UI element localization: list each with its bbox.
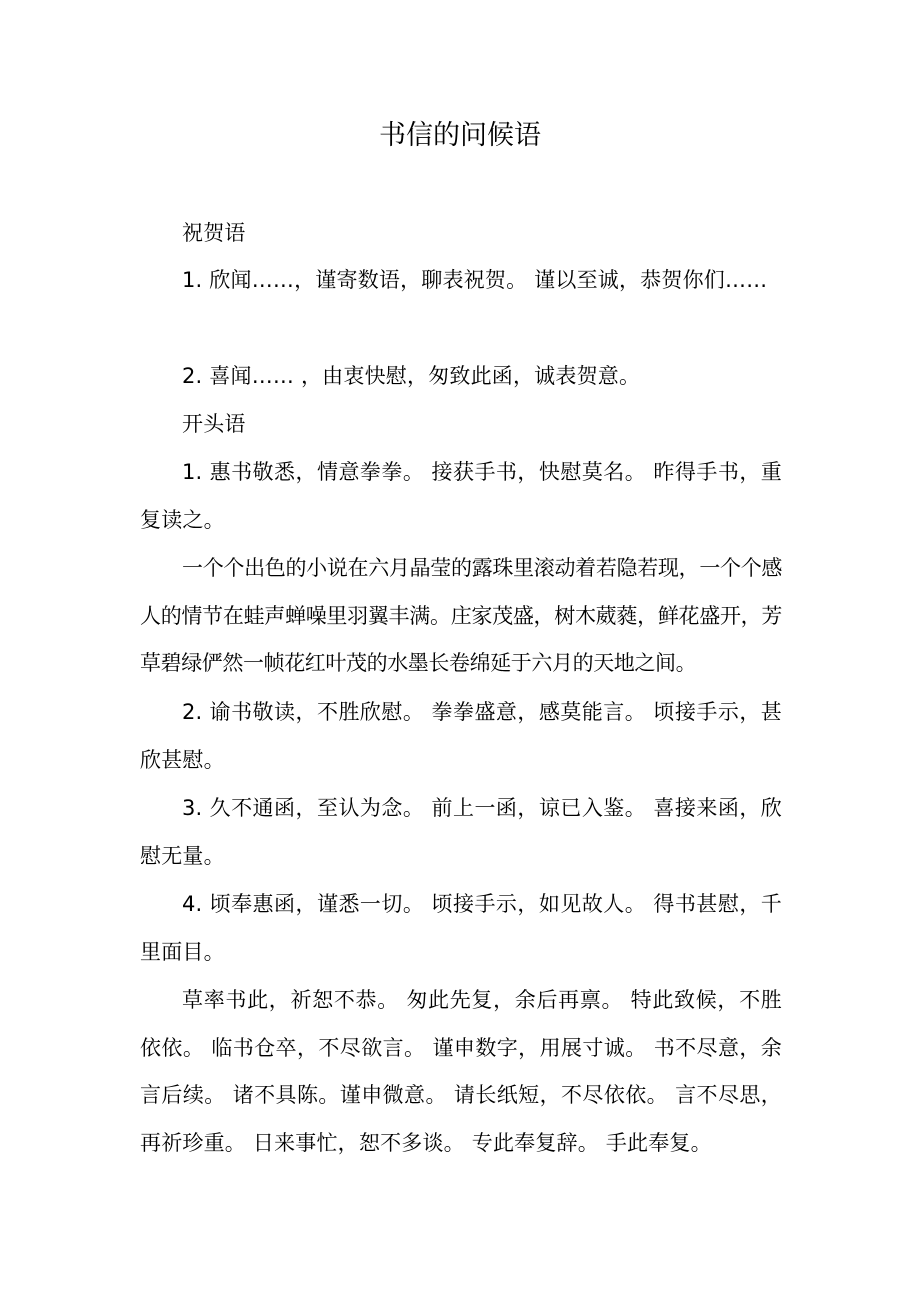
page-title: 书信的问候语 bbox=[379, 120, 541, 151]
section-heading-opening: 开头语 bbox=[182, 412, 246, 436]
paragraph: 一个个出色的小说在六月晶莹的露珠里滚动着若隐若现，一个个感人的情节在蛙声蝉噪里羽翼丰满。庄家茂盛，树木葳蕤，鲜花盛开，芳草碧绿俨然一帧花红叶茂的水墨长卷绵延于六月的天地之间。 bbox=[140, 556, 782, 675]
paragraph: 1. 惠书敬悉，情意拳拳。 接获手书，快慰莫名。 昨得手书，重复读之。 bbox=[140, 460, 782, 532]
paragraph: 4. 顷奉惠函，谨悉一切。 顷接手示，如见故人。 得书甚慰，千里面目。 bbox=[140, 892, 782, 964]
paragraph: 草率书此，祈恕不恭。 匆此先复，余后再禀。 特此致候，不胜依依。 临书仓卒，不尽欲言。 谨申数字，用展寸诚。 书不尽意，余言后续。 诸不具陈。谨申微意。 请长纸短，不尽依依。 言不尽思，再祈珍重。 日来事忙，恕不多谈。 专此奉复辞。 手此奉复。 bbox=[140, 988, 782, 1155]
paragraph: 2. 喜闻…… ，由衷快慰，匆致此函，诚表贺意。 bbox=[182, 364, 641, 388]
paragraph: 2. 谕书敬读，不胜欣慰。 拳拳盛意，感莫能言。 顷接手示，甚欣甚慰。 bbox=[140, 700, 782, 772]
paragraph: 3. 久不通函，至认为念。 前上一函，谅已入鉴。 喜接来函，欣慰无量。 bbox=[140, 796, 782, 868]
paragraph: 1. 欣闻……，谨寄数语，聊表祝贺。 谨以至诚，恭贺你们…… bbox=[182, 268, 768, 292]
section-heading-congratulations: 祝贺语 bbox=[182, 221, 246, 245]
